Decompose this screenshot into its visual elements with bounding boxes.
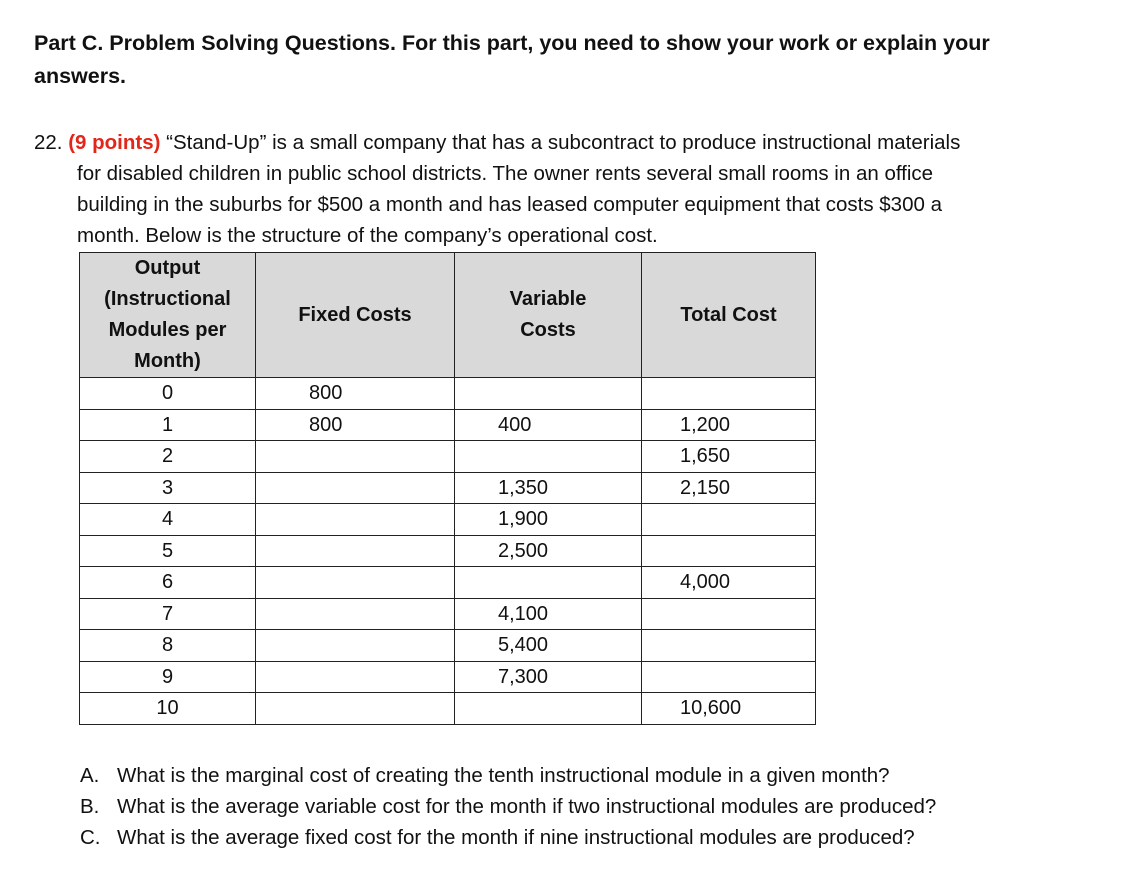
subquestion-letter: C. (80, 826, 101, 849)
cost-table (79, 252, 816, 725)
cell-output: 7 (80, 598, 256, 630)
cell-total (642, 598, 816, 630)
question-22 (34, 127, 1114, 251)
header-fixed-costs: Fixed Costs (256, 253, 455, 378)
header-variable-costs (455, 253, 642, 378)
part-heading (34, 27, 1114, 93)
question-line-2: for disabled children in public school districts. The owner rents several small rooms in an office (77, 162, 934, 185)
cell-variable: 1,900 (455, 504, 642, 536)
cell-total (642, 535, 816, 567)
subquestion-letter: B. (80, 795, 100, 818)
cell-variable: 2,500 (455, 535, 642, 567)
question-number: 22. (34, 131, 63, 154)
cell-variable: 400 (455, 409, 642, 441)
cell-total: 2,150 (642, 472, 816, 504)
question-line-1 (34, 127, 1114, 158)
question-points: (9 points) (68, 131, 161, 154)
table-row (80, 661, 816, 693)
subquestion-text: What is the marginal cost of creating the tenth instructional module in a given month? (117, 764, 890, 787)
cell-output: 4 (80, 504, 256, 536)
table-row (80, 441, 816, 473)
header-variable-line-1: Variable (509, 288, 587, 310)
header-output-line-4: Month) (134, 350, 201, 372)
cell-total: 10,600 (642, 693, 816, 725)
table-row (80, 567, 816, 599)
cell-fixed: 800 (256, 378, 455, 410)
cell-variable: 5,400 (455, 630, 642, 662)
header-variable-line-2: Costs (520, 319, 576, 341)
subquestion-text: What is the average variable cost for the month if two instructional modules are produced? (117, 795, 937, 818)
cell-variable: 4,100 (455, 598, 642, 630)
cell-variable (455, 567, 642, 599)
question-line-1-text: “Stand-Up” is a small company that has a subcontract to produce instructional materials (160, 131, 961, 154)
table-row (80, 598, 816, 630)
heading-line-2: answers. (34, 64, 127, 88)
cell-fixed (256, 567, 455, 599)
cell-fixed (256, 441, 455, 473)
cost-table-header-row (80, 253, 816, 378)
question-line-3: building in the suburbs for $500 a month and has leased computer equipment that costs $300 a (77, 193, 942, 216)
cell-fixed (256, 504, 455, 536)
cell-fixed (256, 693, 455, 725)
cell-total: 4,000 (642, 567, 816, 599)
cell-output: 8 (80, 630, 256, 662)
header-output (80, 253, 256, 378)
cell-fixed (256, 472, 455, 504)
subquestion-list (80, 760, 936, 853)
cell-fixed (256, 598, 455, 630)
heading-line-1: Part C. Problem Solving Questions. For this part, you need to show your work or explain your (34, 31, 990, 55)
cell-output: 2 (80, 441, 256, 473)
cell-output: 0 (80, 378, 256, 410)
header-output-line-2: (Instructional (104, 288, 231, 310)
subquestion-letter: A. (80, 764, 100, 787)
header-total-cost: Total Cost (642, 253, 816, 378)
cell-output: 5 (80, 535, 256, 567)
table-row (80, 693, 816, 725)
subquestion-b (80, 791, 936, 822)
table-row (80, 472, 816, 504)
question-line-4: month. Below is the structure of the company’s operational cost. (77, 224, 658, 247)
cell-output: 10 (80, 693, 256, 725)
subquestion-a (80, 760, 936, 791)
cell-variable: 1,350 (455, 472, 642, 504)
cell-total (642, 504, 816, 536)
table-row (80, 409, 816, 441)
cell-fixed (256, 535, 455, 567)
cell-fixed: 800 (256, 409, 455, 441)
cell-fixed (256, 630, 455, 662)
header-output-line-1: Output (134, 257, 201, 279)
cell-variable (455, 693, 642, 725)
cell-variable (455, 378, 642, 410)
table-row (80, 378, 816, 410)
cell-total (642, 661, 816, 693)
cell-variable: 7,300 (455, 661, 642, 693)
cell-output: 9 (80, 661, 256, 693)
cell-variable (455, 441, 642, 473)
cell-total: 1,650 (642, 441, 816, 473)
subquestion-text: What is the average fixed cost for the month if nine instructional modules are produced? (117, 826, 915, 849)
cell-total (642, 378, 816, 410)
header-output-line-3: Modules per (108, 319, 227, 341)
table-row (80, 504, 816, 536)
cell-total (642, 630, 816, 662)
cell-output: 6 (80, 567, 256, 599)
cell-output: 3 (80, 472, 256, 504)
table-row (80, 535, 816, 567)
cell-fixed (256, 661, 455, 693)
cell-total: 1,200 (642, 409, 816, 441)
table-row (80, 630, 816, 662)
cell-output: 1 (80, 409, 256, 441)
subquestion-c (80, 822, 936, 853)
